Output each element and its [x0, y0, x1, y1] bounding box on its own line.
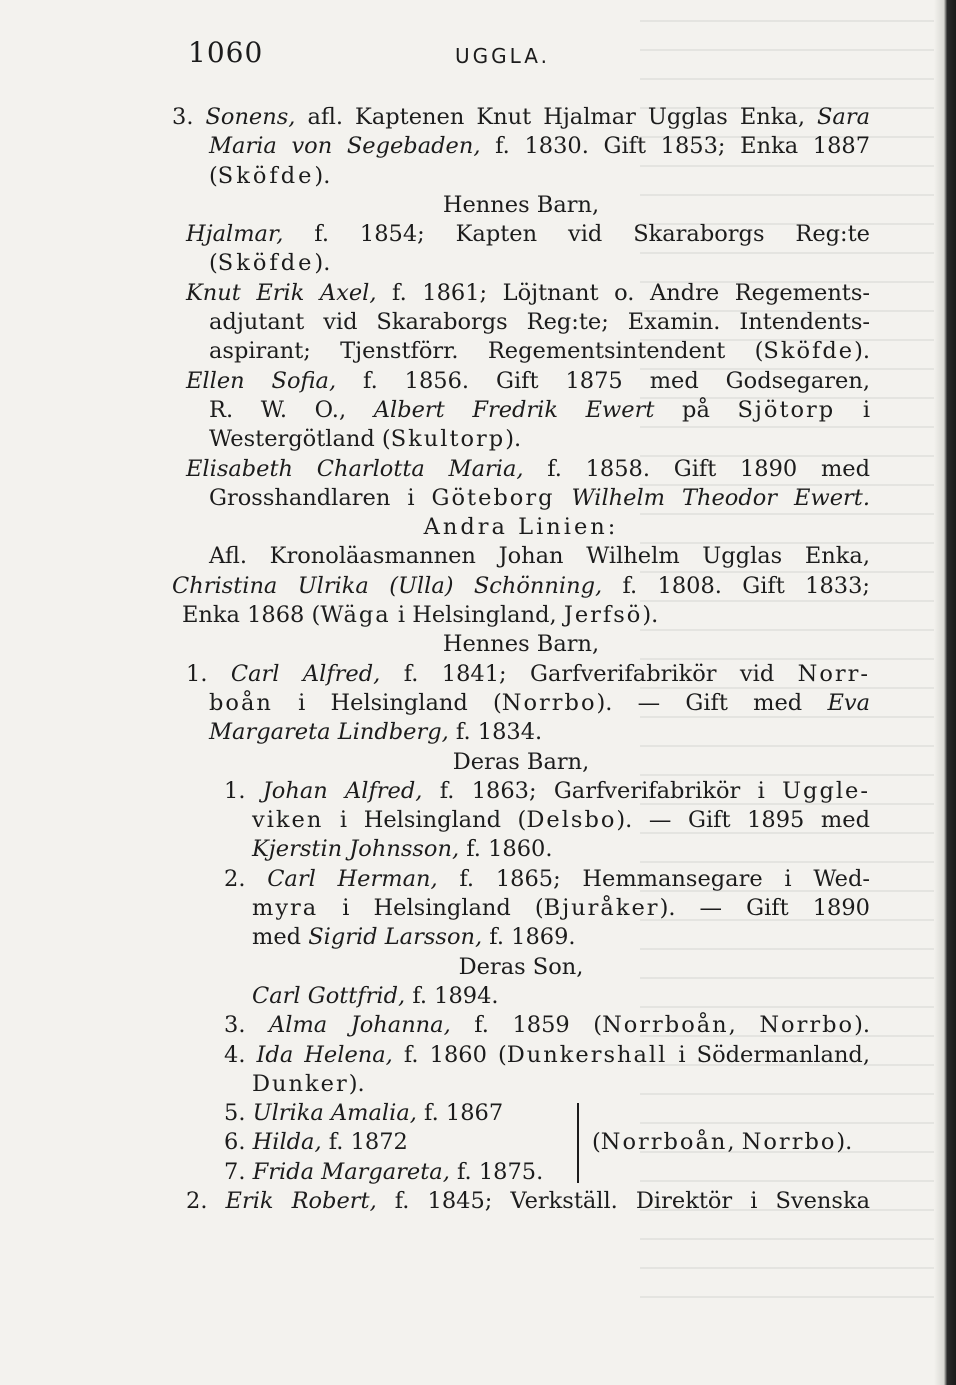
- text-line: (Sköfde).: [209, 250, 331, 277]
- book-page-edge: [934, 0, 956, 1385]
- text-line: 3. Sonens, afl. Kaptenen Knut Hjalmar Ugglas Enka, Sara: [172, 104, 870, 130]
- running-head-title: UGGLA.: [455, 44, 550, 68]
- text-line: R. W. O., Albert Fredrik Ewert på Sjötorp i: [209, 396, 870, 423]
- text-line: 5. Ulrika Amalia, f. 1867: [224, 1100, 504, 1127]
- text-line: Margareta Lindberg, f. 1834.: [209, 719, 543, 746]
- text-line: Knut Erik Axel, f. 1861; Löjtnant o. Andre Regements-: [186, 279, 870, 306]
- section-heading: Deras Barn,: [452, 748, 590, 775]
- text-line: Kjerstin Johnsson, f. 1860.: [252, 836, 553, 863]
- text-line: (Sköfde).: [209, 162, 331, 189]
- text-line: 1. Johan Alfred, f. 1863; Garfverifabrikör i Uggle-: [224, 777, 870, 804]
- text-line: med Sigrid Larsson, f. 1869.: [252, 924, 576, 951]
- section-heading: Hennes Barn,: [442, 631, 600, 658]
- brace-line: [577, 1103, 582, 1183]
- text-line: 2. Carl Herman, f. 1865; Hemmansegare i Wed-: [224, 865, 870, 892]
- text-line: Christina Ulrika (Ulla) Schönning, f. 1808. Gift 1833;: [172, 572, 870, 599]
- text-line: Carl Gottfrid, f. 1894.: [252, 982, 499, 1009]
- text-line: Afl. Kronoläasmannen Johan Wilhelm Ugglas Enka,: [209, 543, 870, 570]
- text-line: Grosshandlaren i Göteborg Wilhelm Theodor Ewert.: [209, 484, 870, 511]
- text-line: 7. Frida Margareta, f. 1875.: [224, 1158, 544, 1185]
- text-line: Dunker).: [252, 1070, 365, 1097]
- text-line: 3. Alma Johanna, f. 1859 (Norrboån, Norrbo).: [224, 1012, 870, 1039]
- section-heading: Deras Son,: [458, 953, 584, 980]
- body-text: [172, 103, 870, 1216]
- text-line: adjutant vid Skaraborgs Reg:te; Examin. Intendents-: [209, 309, 870, 336]
- section-heading: Andra Linien:: [423, 514, 619, 541]
- text-line: Westergötland (Skultorp).: [209, 426, 522, 453]
- text-line: Elisabeth Charlotta Maria, f. 1858. Gift 1890 med: [186, 455, 870, 482]
- text-line: 4. Ida Helena, f. 1860 (Dunkershall i Södermanland,: [224, 1041, 870, 1068]
- text-line: Ellen Sofia, f. 1856. Gift 1875 med Godsegaren,: [186, 367, 870, 394]
- text-line: 6. Hilda, f. 1872: [224, 1129, 408, 1156]
- braced-sibling-group: [172, 1099, 870, 1187]
- section-heading: Hennes Barn,: [442, 191, 600, 218]
- page-number: 1060: [188, 36, 264, 69]
- text-line: Hjalmar, f. 1854; Kapten vid Skaraborgs Reg:te: [186, 221, 870, 248]
- shared-residence-note: (Norrboån, Norrbo).: [592, 1129, 853, 1156]
- text-line: viken i Helsingland (Delsbo). — Gift 1895 med: [252, 807, 870, 834]
- text-line: boån i Helsingland (Norrbo). — Gift med Eva: [209, 689, 870, 716]
- text-line: Enka 1868 (Wäga i Helsingland, Jerfsö).: [182, 602, 659, 629]
- text-line: aspirant; Tjenstförr. Regementsintendent (Sköfde).: [209, 338, 870, 365]
- text-line: myra i Helsingland (Bjuråker). — Gift 1890: [252, 895, 870, 922]
- text-line: 1. Carl Alfred, f. 1841; Garfverifabrikör vid Norr-: [186, 660, 870, 687]
- text-line: Maria von Segebaden, f. 1830. Gift 1853; Enka 1887: [209, 133, 870, 160]
- text-line: 2. Erik Robert, f. 1845; Verkställ. Direktör i Svenska: [186, 1187, 870, 1214]
